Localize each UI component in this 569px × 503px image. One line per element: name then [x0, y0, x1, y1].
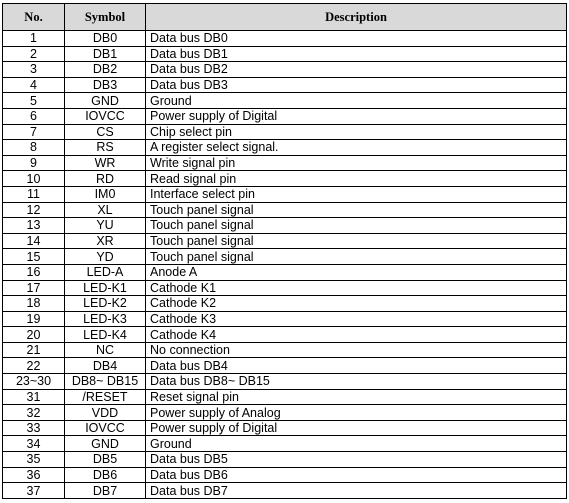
table-row	[3, 202, 567, 218]
pin-number-cell: 31	[3, 389, 65, 405]
pin-symbol-cell: DB7	[65, 483, 146, 499]
pin-symbol-cell: IOVCC	[65, 420, 146, 436]
pin-description-cell: Chip select pin	[146, 124, 567, 140]
table-row	[3, 124, 567, 140]
pin-number-cell: 34	[3, 436, 65, 452]
pin-description-cell: Touch panel signal	[146, 202, 567, 218]
pin-number-cell: 6	[3, 108, 65, 124]
table-row	[3, 452, 567, 468]
pin-symbol-cell: DB4	[65, 358, 146, 374]
table-row	[3, 46, 567, 62]
pin-description-cell: Touch panel signal	[146, 218, 567, 234]
table-row	[3, 436, 567, 452]
pin-symbol-cell: DB2	[65, 62, 146, 78]
pin-symbol-cell: DB8~ DB15	[65, 374, 146, 390]
pin-number-cell: 13	[3, 218, 65, 234]
table-row	[3, 358, 567, 374]
pin-description-cell: Power supply of Digital	[146, 420, 567, 436]
table-row	[3, 93, 567, 109]
pin-number-cell: 37	[3, 483, 65, 499]
pin-description-cell: Cathode K1	[146, 280, 567, 296]
pin-number-cell: 19	[3, 311, 65, 327]
table-row	[3, 311, 567, 327]
pin-number-cell: 18	[3, 296, 65, 312]
pin-symbol-cell: YD	[65, 249, 146, 265]
pin-symbol-cell: DB3	[65, 77, 146, 93]
pin-number-cell: 4	[3, 77, 65, 93]
pin-symbol-cell: XR	[65, 233, 146, 249]
pin-number-cell: 22	[3, 358, 65, 374]
pin-number-cell: 20	[3, 327, 65, 343]
pin-description-cell: Reset signal pin	[146, 389, 567, 405]
pin-number-cell: 3	[3, 62, 65, 78]
pin-assignment-table	[2, 3, 567, 499]
pin-symbol-cell: LED-K1	[65, 280, 146, 296]
table-row	[3, 467, 567, 483]
pin-number-cell: 5	[3, 93, 65, 109]
table-row	[3, 249, 567, 265]
pin-symbol-cell: DB5	[65, 452, 146, 468]
pin-symbol-cell: GND	[65, 436, 146, 452]
pin-number-cell: 2	[3, 46, 65, 62]
header-symbol: Symbol	[65, 4, 146, 31]
pin-description-cell: Touch panel signal	[146, 233, 567, 249]
pin-description-cell: Data bus DB6	[146, 467, 567, 483]
pin-symbol-cell: RD	[65, 171, 146, 187]
pin-number-cell: 8	[3, 140, 65, 156]
pin-number-cell: 33	[3, 420, 65, 436]
pin-description-cell: Ground	[146, 93, 567, 109]
pin-description-cell: Data bus DB7	[146, 483, 567, 499]
pin-number-cell: 17	[3, 280, 65, 296]
pin-description-cell: Write signal pin	[146, 155, 567, 171]
pin-description-cell: Data bus DB2	[146, 62, 567, 78]
table-row	[3, 342, 567, 358]
pin-description-cell: Data bus DB4	[146, 358, 567, 374]
header-description: Description	[146, 4, 567, 31]
pin-symbol-cell: NC	[65, 342, 146, 358]
table-row	[3, 280, 567, 296]
table-body	[3, 31, 567, 499]
pin-number-cell: 12	[3, 202, 65, 218]
pin-description-cell: Cathode K4	[146, 327, 567, 343]
pin-symbol-cell: XL	[65, 202, 146, 218]
table-row	[3, 218, 567, 234]
pin-symbol-cell: CS	[65, 124, 146, 140]
pin-description-cell: Power supply of Digital	[146, 108, 567, 124]
pin-symbol-cell: DB1	[65, 46, 146, 62]
pin-symbol-cell: DB0	[65, 31, 146, 47]
pin-description-cell: Touch panel signal	[146, 249, 567, 265]
pin-number-cell: 32	[3, 405, 65, 421]
pin-symbol-cell: GND	[65, 93, 146, 109]
pin-number-cell: 10	[3, 171, 65, 187]
pin-description-cell: Data bus DB5	[146, 452, 567, 468]
pin-number-cell: 35	[3, 452, 65, 468]
pin-symbol-cell: IM0	[65, 186, 146, 202]
pin-description-cell: Anode A	[146, 264, 567, 280]
pin-description-cell: A register select signal.	[146, 140, 567, 156]
table-row	[3, 374, 567, 390]
pin-symbol-cell: LED-K2	[65, 296, 146, 312]
table-row	[3, 405, 567, 421]
pin-description-cell: Power supply of Analog	[146, 405, 567, 421]
pin-symbol-cell: YU	[65, 218, 146, 234]
pin-description-cell: Data bus DB1	[146, 46, 567, 62]
pin-symbol-cell: RS	[65, 140, 146, 156]
pin-symbol-cell: LED-K3	[65, 311, 146, 327]
pin-number-cell: 21	[3, 342, 65, 358]
table-row	[3, 264, 567, 280]
pin-symbol-cell: /RESET	[65, 389, 146, 405]
header-row	[3, 4, 567, 31]
pin-number-cell: 23~30	[3, 374, 65, 390]
pin-number-cell: 15	[3, 249, 65, 265]
table-row	[3, 140, 567, 156]
pin-symbol-cell: VDD	[65, 405, 146, 421]
pin-number-cell: 7	[3, 124, 65, 140]
pin-number-cell: 16	[3, 264, 65, 280]
pin-description-cell: Data bus DB0	[146, 31, 567, 47]
table-row	[3, 108, 567, 124]
pin-description-cell: Data bus DB8~ DB15	[146, 374, 567, 390]
table-row	[3, 171, 567, 187]
table-row	[3, 296, 567, 312]
pin-symbol-cell: WR	[65, 155, 146, 171]
pin-symbol-cell: IOVCC	[65, 108, 146, 124]
pin-number-cell: 36	[3, 467, 65, 483]
pin-symbol-cell: LED-K4	[65, 327, 146, 343]
pin-description-cell: Cathode K2	[146, 296, 567, 312]
table-row	[3, 389, 567, 405]
table-row	[3, 77, 567, 93]
pin-description-cell: No connection	[146, 342, 567, 358]
pin-number-cell: 9	[3, 155, 65, 171]
pin-description-cell: Read signal pin	[146, 171, 567, 187]
table-row	[3, 420, 567, 436]
pin-description-cell: Cathode K3	[146, 311, 567, 327]
table-row	[3, 62, 567, 78]
table-row	[3, 155, 567, 171]
table-row	[3, 186, 567, 202]
pin-number-cell: 14	[3, 233, 65, 249]
table-row	[3, 327, 567, 343]
pin-description-cell: Interface select pin	[146, 186, 567, 202]
pin-symbol-cell: LED-A	[65, 264, 146, 280]
table-row	[3, 31, 567, 47]
table-row	[3, 483, 567, 499]
pin-description-cell: Data bus DB3	[146, 77, 567, 93]
pin-symbol-cell: DB6	[65, 467, 146, 483]
pin-number-cell: 1	[3, 31, 65, 47]
table-row	[3, 233, 567, 249]
pin-description-cell: Ground	[146, 436, 567, 452]
header-no: No.	[3, 4, 65, 31]
pin-number-cell: 11	[3, 186, 65, 202]
